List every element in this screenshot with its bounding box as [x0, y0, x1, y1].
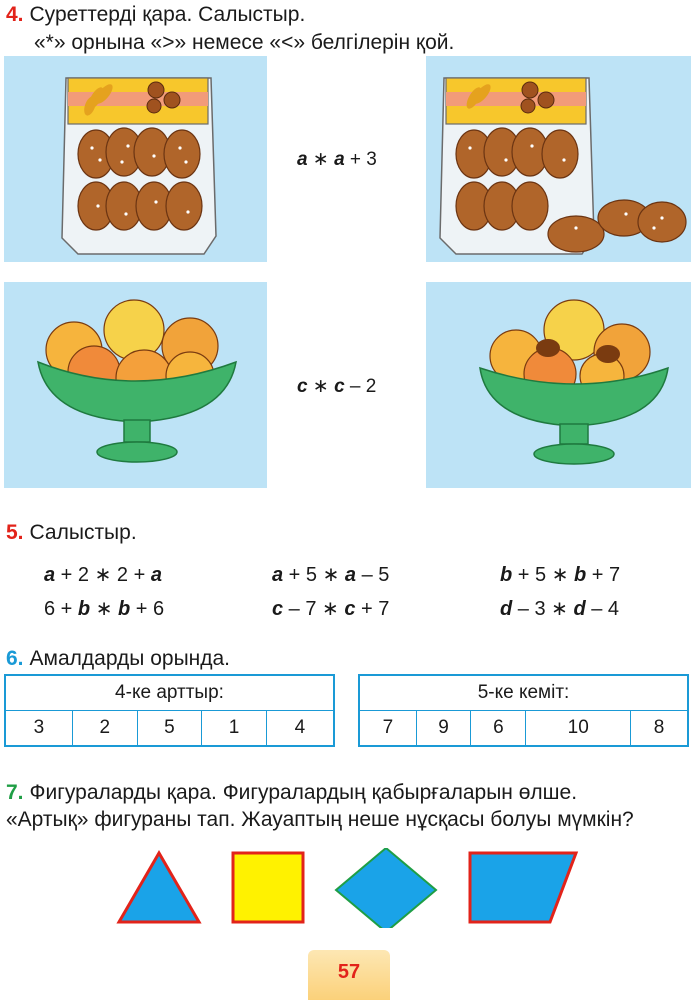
task5-expr-r2c3: d – 3 ∗ d – 4 [500, 598, 620, 620]
task5-expr-r2c1: 6 + b ∗ b + 6 [44, 598, 165, 620]
table-add-four-header: 4-ке арттыр: [5, 675, 334, 711]
table-subtract-five [358, 674, 689, 747]
task7-line2: «Артық» фигураны тап. Жауаптың неше нұсқасы болуы мүмкін? [6, 808, 634, 831]
expr1-star: ∗ [312, 149, 329, 170]
expr2-var-right: c [334, 376, 345, 397]
expr1-rest: + 3 [349, 149, 377, 170]
task5-expr-r1c2: a + 5 ∗ a – 5 [272, 564, 390, 586]
task4-line1 [6, 2, 305, 28]
task5-number: 5. [6, 521, 24, 544]
picture-cookie-bag-full [4, 56, 267, 262]
table-cell: 9 [416, 711, 471, 747]
task5-heading [6, 520, 137, 546]
table-add-four [4, 674, 335, 747]
picture-cookie-bag-plus-three [426, 56, 691, 262]
table-cell: 1 [202, 711, 267, 747]
task6-heading [6, 646, 230, 672]
task7-number: 7. [6, 781, 24, 804]
rhombus-shape [336, 848, 436, 928]
picture-fruit-bowl-minus-two [426, 282, 691, 488]
page-number: 57 [308, 950, 390, 1000]
task6-number: 6. [6, 647, 24, 670]
task5-title: Салыстыр. [29, 521, 137, 544]
task6-title: Амалдарды орында. [29, 647, 231, 670]
table-cell: 8 [631, 711, 688, 747]
expr2-rest: – 2 [349, 376, 377, 397]
task4-expression-2 [297, 375, 376, 398]
table-cell: 7 [359, 711, 416, 747]
table-cell: 2 [72, 711, 137, 747]
expr1-var-left: a [297, 149, 308, 170]
table-cell: 4 [266, 711, 334, 747]
task7-instruction: Фигураларды қара. Фигуралардың қабырғаларын өлше. [29, 781, 578, 804]
task4-instruction: Суреттерді қара. Салыстыр. [29, 3, 306, 26]
task5-expr-r1c3: b + 5 ∗ b + 7 [500, 564, 621, 586]
table-cell: 5 [137, 711, 202, 747]
table-cell: 10 [526, 711, 631, 747]
task5-expr-r1c1: a + 2 ∗ 2 + a [44, 564, 162, 586]
expr1-var-right: a [334, 149, 345, 170]
task4-line2: «*» орнына «>» немесе «<» белгілерін қой. [34, 31, 455, 54]
expr2-star: ∗ [312, 376, 329, 397]
task5-expr-r2c2: c – 7 ∗ c + 7 [272, 598, 390, 620]
parallelogram-shape [470, 853, 576, 922]
picture-fruit-bowl-full [4, 282, 267, 488]
expr2-var-left: c [297, 376, 308, 397]
table-cell: 3 [5, 711, 72, 747]
table-subtract-five-header: 5-ке кеміт: [359, 675, 688, 711]
square-shape [233, 853, 303, 922]
task4-expression-1 [297, 148, 377, 171]
shapes-row [110, 848, 590, 928]
table-cell: 6 [471, 711, 526, 747]
task7-line1 [6, 780, 577, 806]
triangle-shape [119, 853, 199, 922]
task4-number: 4. [6, 3, 24, 26]
